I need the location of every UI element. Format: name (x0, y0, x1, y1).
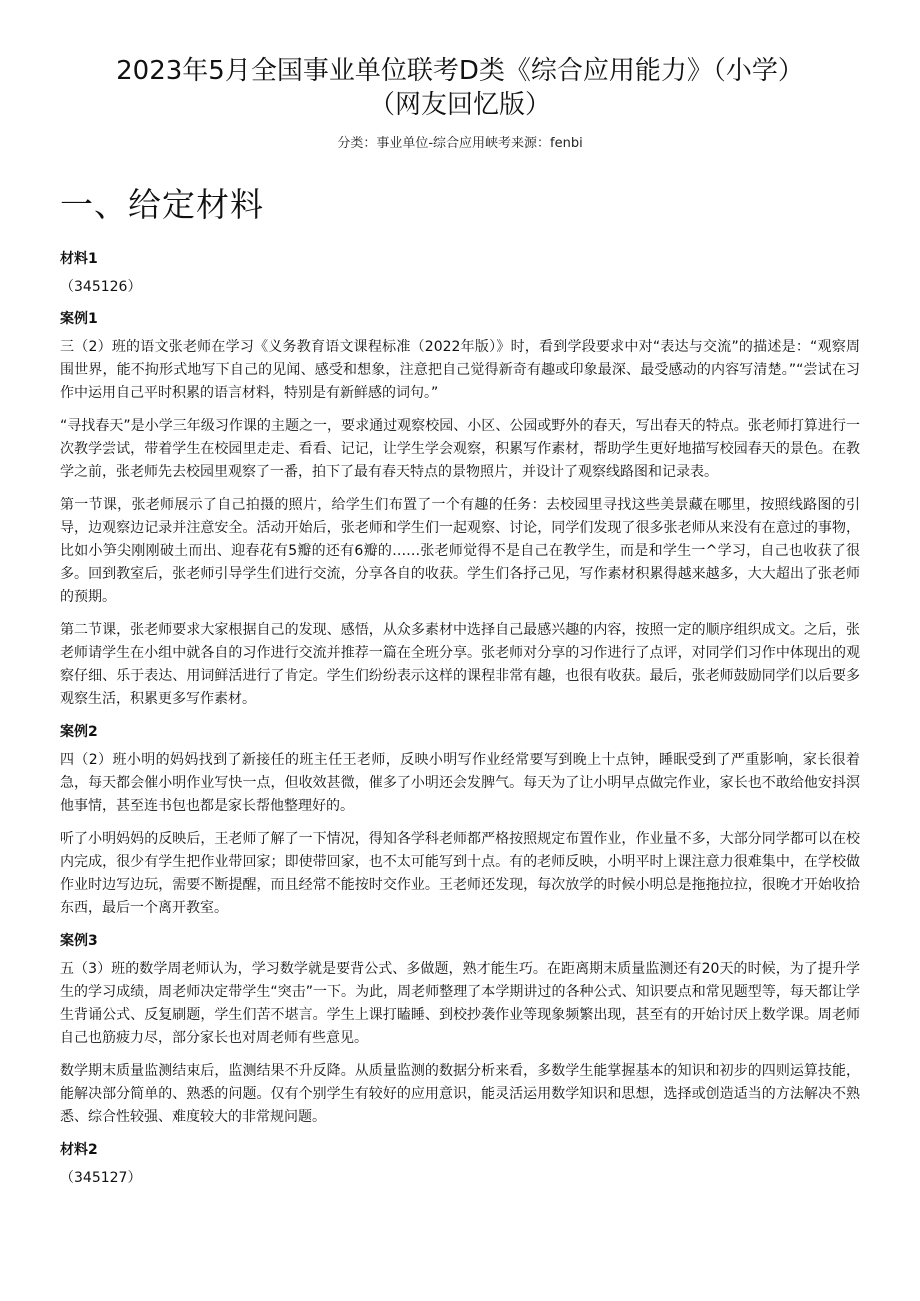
case1-paragraph: 第二节课，张老师要求大家根据自己的发现、感悟，从众多素材中选择自己最感兴趣的内容，按照一定的顺序组织成文。之后，张老师请学生在小组中就各自的习作进行交流并推荐一篇在全班分享。张老师对分享的习作进行了点评，对同学们习作中体现出的观察仔细、乐于表达、用词鲜活进行了肯定。学生们纷纷表示这样的课程非常有趣，也很有收获。最后，张老师鼓励同学们以后要多观察生活，积累更多写作素材。 (60, 622, 860, 707)
material2-label: 材料2 (60, 1142, 98, 1158)
case1-paragraph: “寻找春天”是小学三年级习作课的主题之一，要求通过观察校园、小区、公园或野外的春天，写出春天的特点。张老师打算进行一次教学尝试，带着学生在校园里走走、看看、记记，让学生学会观察，积累写作素材，帮助学生更好地描写校园春天的景色。在教学之前，张老师先去校园里观察了一番，拍下了最有春天特点的景物照片，并设计了观察线路图和记录表。 (60, 418, 860, 480)
case2-label: 案例2 (60, 724, 98, 740)
document-subtitle: 分类：事业单位-综合应用峡考来源：fenbi (337, 136, 583, 151)
case3-paragraph: 五（3）班的数学周老师认为，学习数学就是要背公式、多做题，熟才能生巧。在距离期末质量监测还有20天的时候，为了提升学生的学习成绩，周老师决定带学生“突击”一下。为此，周老师整理了本学期讲过的各种公式、知识要点和常见题型等，每天都让学生背诵公式、反复刷题，学生们苦不堪言。学生上课打瞌睡、到校抄袭作业等现象频繁出现，甚至有的开始讨厌上数学课。周老师自己也筋疲力尽，部分家长也对周老师有些意见。 (60, 961, 860, 1046)
case3-label: 案例3 (60, 933, 98, 949)
material1-code: （345126） (60, 279, 142, 295)
title-line-2: （网友回忆版） (368, 90, 551, 120)
material2-code: （345127） (60, 1170, 142, 1186)
title-line-1: 2023年5月全国事业单位联考D类《综合应用能力》（小学） (116, 56, 804, 86)
case2-paragraph: 四（2）班小明的妈妈找到了新接任的班主任王老师，反映小明写作业经常要写到晚上十点钟，睡眠受到了严重影响，家长很着急，每天都会催小明作业写快一点，但收效甚微，催多了小明还会发脾气。每天为了让小明早点做完作业，家长也不敢给他安抖溟他事情，甚至连书包也都是家长帮他整理好的。 (60, 752, 860, 814)
case2-paragraph: 听了小明妈妈的反映后，王老师了解了一下情况，得知各学科老师都严格按照规定布置作业，作业量不多，大部分同学都可以在校内完成，很少有学生把作业带回家；即使带回家，也不太可能写到十点。有的老师反映，小明平时上课注意力很难集中，在学校做作业时边写边玩，需要不断提醒，而且经常不能按时交作业。王老师还发现，每次放学的时候小明总是拖拖拉拉，很晚才开始收拾东西，最后一个离开教室。 (60, 831, 860, 916)
section-heading: 一、给定材料 (60, 185, 264, 224)
case3-paragraph: 数学期末质量监测结束后，监测结果不升反降。从质量监测的数据分析来看，多数学生能掌握基本的知识和初步的四则运算技能，能解决部分简单的、熟悉的问题。仅有个别学生有较好的应用意识，能灵活运用数学知识和思想，选择或创造适当的方法解决不熟悉、综合性较强、难度较大的非常规问题。 (60, 1063, 860, 1125)
case1-label: 案例1 (60, 311, 98, 327)
material1-label: 材料1 (60, 251, 98, 267)
document-page (60, 54, 860, 1199)
document-title (60, 54, 860, 122)
case1-paragraph: 三（2）班的语文张老师在学习《义务教育语文课程标准（2022年版）》时，看到学段要求中对“表达与交流”的描述是：“观察周围世界，能不拘形式地写下自己的见闻、感受和想象，注意把自己觉得新奇有趣或印象最深、最受感动的内容写清楚。”“尝试在习作中运用自己平时积累的语言材料，特别是有新鲜感的词句。” (60, 339, 860, 401)
case1-paragraph: 第一节课，张老师展示了自己拍摄的照片，给学生们布置了一个有趣的任务：去校园里寻找这些美景藏在哪里，按照线路图的引导，边观察边记录并注意安全。活动开始后，张老师和学生们一起观察、讨论，同学们发现了很多张老师从来没有在意过的事物，比如小笋尖刚刚破土而出、迎春花有5瓣的还有6瓣的……张老师觉得不是自己在教学生，而是和学生一^学习，自己也收获了很多。回到教室后，张老师引导学生们进行交流，分享各自的收获。学生们各抒己见，写作素材积累得越来越多，大大超出了张老师的预期。 (60, 497, 860, 605)
